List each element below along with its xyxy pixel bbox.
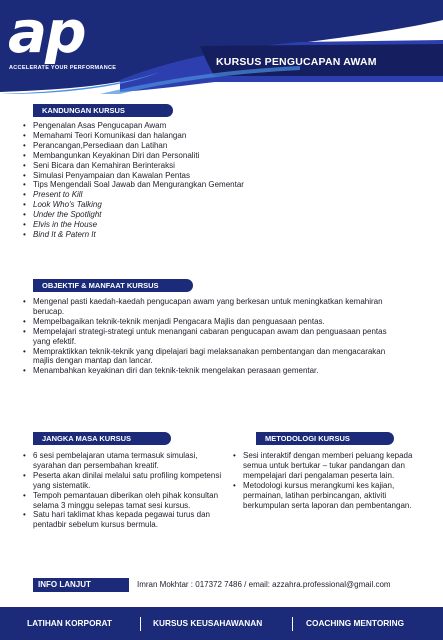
list-item: • Mengenal pasti kaedah-kaedah pengucapan awam yang berkesan untuk meningkatkan kemahiran berucap. xyxy=(23,297,403,317)
section-title-objektif: OBJEKTIF & MANFAAT KURSUS xyxy=(33,279,193,292)
footer-divider xyxy=(140,617,141,631)
section-title-kandungan: KANDUNGAN KURSUS xyxy=(33,104,173,117)
list-item: • Simulasi Penyampaian dan Kawalan Pentas xyxy=(23,171,423,181)
logo: ap xyxy=(8,0,85,66)
page-title: KURSUS PENGUCAPAN AWAM xyxy=(216,56,377,68)
objektif-list xyxy=(23,297,403,376)
list-item: • Tempoh pemantauan diberikan oleh pihak konsultan selama 3 minggu selepas tamat sesi kursus. xyxy=(23,491,223,511)
list-item: • Mempelbagaikan teknik-teknik menjadi Pengacara Majlis dan penguasaan pentas. xyxy=(23,317,403,327)
info-label: INFO LANJUT xyxy=(33,578,129,592)
kandungan-list xyxy=(23,121,423,240)
list-item: • Satu hari taklimat khas kepada pegawai turus dan pentadbir sebelum kursus bermula. xyxy=(23,510,223,530)
list-item: • Memahami Teori Komunikasi dan halangan xyxy=(23,131,423,141)
footer xyxy=(0,607,443,640)
footer-divider xyxy=(292,617,293,631)
section-title-metodologi: METODOLOGI KURSUS xyxy=(256,432,394,445)
footer-item-latihan-korporat: LATIHAN KORPORAT xyxy=(27,618,112,628)
list-item: • Sesi interaktif dengan memberi peluang kepada semua untuk bertukar – tukar pandangan dan mempelajari dari pengalaman peserta lain. xyxy=(233,451,423,481)
list-item: • Metodologi kursus merangkumi kes kajian, permainan, latihan perbincangan, aktiviti berkumpulan serta laporan dan pembentangan. xyxy=(233,481,423,511)
section-title-jangka-masa: JANGKA MASA KURSUS xyxy=(33,432,171,445)
header xyxy=(0,0,443,94)
jangka-masa-list xyxy=(23,451,223,530)
list-item: • Membangunkan Keyakinan Diri dan Personaliti xyxy=(23,151,423,161)
contact-info: Imran Mokhtar : 017372 7486 / email: azzahra.professional@gmail.com xyxy=(137,580,391,589)
footer-item-coaching-mentoring: COACHING MENTORING xyxy=(306,618,405,628)
list-item: • Perancangan,Persediaan dan Latihan xyxy=(23,141,423,151)
list-item: • Menambahkan keyakinan diri dan teknik-teknik mengelakan perasaan gementar. xyxy=(23,366,403,376)
list-item: • Look Who's Talking xyxy=(23,200,423,210)
list-item: • Mempelajari strategi-strategi untuk menangani cabaran pengucapan awam dan penguasaan pentas yang efektif. xyxy=(23,327,403,347)
list-item: • Mempraktikkan teknik-teknik yang dipelajari bagi melaksanakan pembentangan dan mengacarakan majlis dengan mantap dan lancar. xyxy=(23,347,403,367)
list-item: • Peserta akan dinilai melalui satu profiling kompetensi yang sistematik. xyxy=(23,471,223,491)
list-item: • Seni Bicara dan Kemahiran Berinteraksi xyxy=(23,161,423,171)
list-item: • Present to Kill xyxy=(23,190,423,200)
list-item: • Bind It & Patern It xyxy=(23,230,423,240)
list-item: • 6 sesi pembelajaran utama termasuk simulasi, syarahan dan persembahan kreatif. xyxy=(23,451,223,471)
list-item: • Pengenalan Asas Pengucapan Awam xyxy=(23,121,423,131)
metodologi-list xyxy=(233,451,423,510)
list-item: • Elvis in the House xyxy=(23,220,423,230)
footer-item-kursus-keusahawanan: KURSUS KEUSAHAWANAN xyxy=(153,618,263,628)
tagline: ACCELERATE YOUR PERFORMANCE xyxy=(9,65,117,71)
list-item: • Tips Mengendali Soal Jawab dan Mengurangkan Gementar xyxy=(23,180,423,190)
list-item: • Under the Spotlight xyxy=(23,210,423,220)
